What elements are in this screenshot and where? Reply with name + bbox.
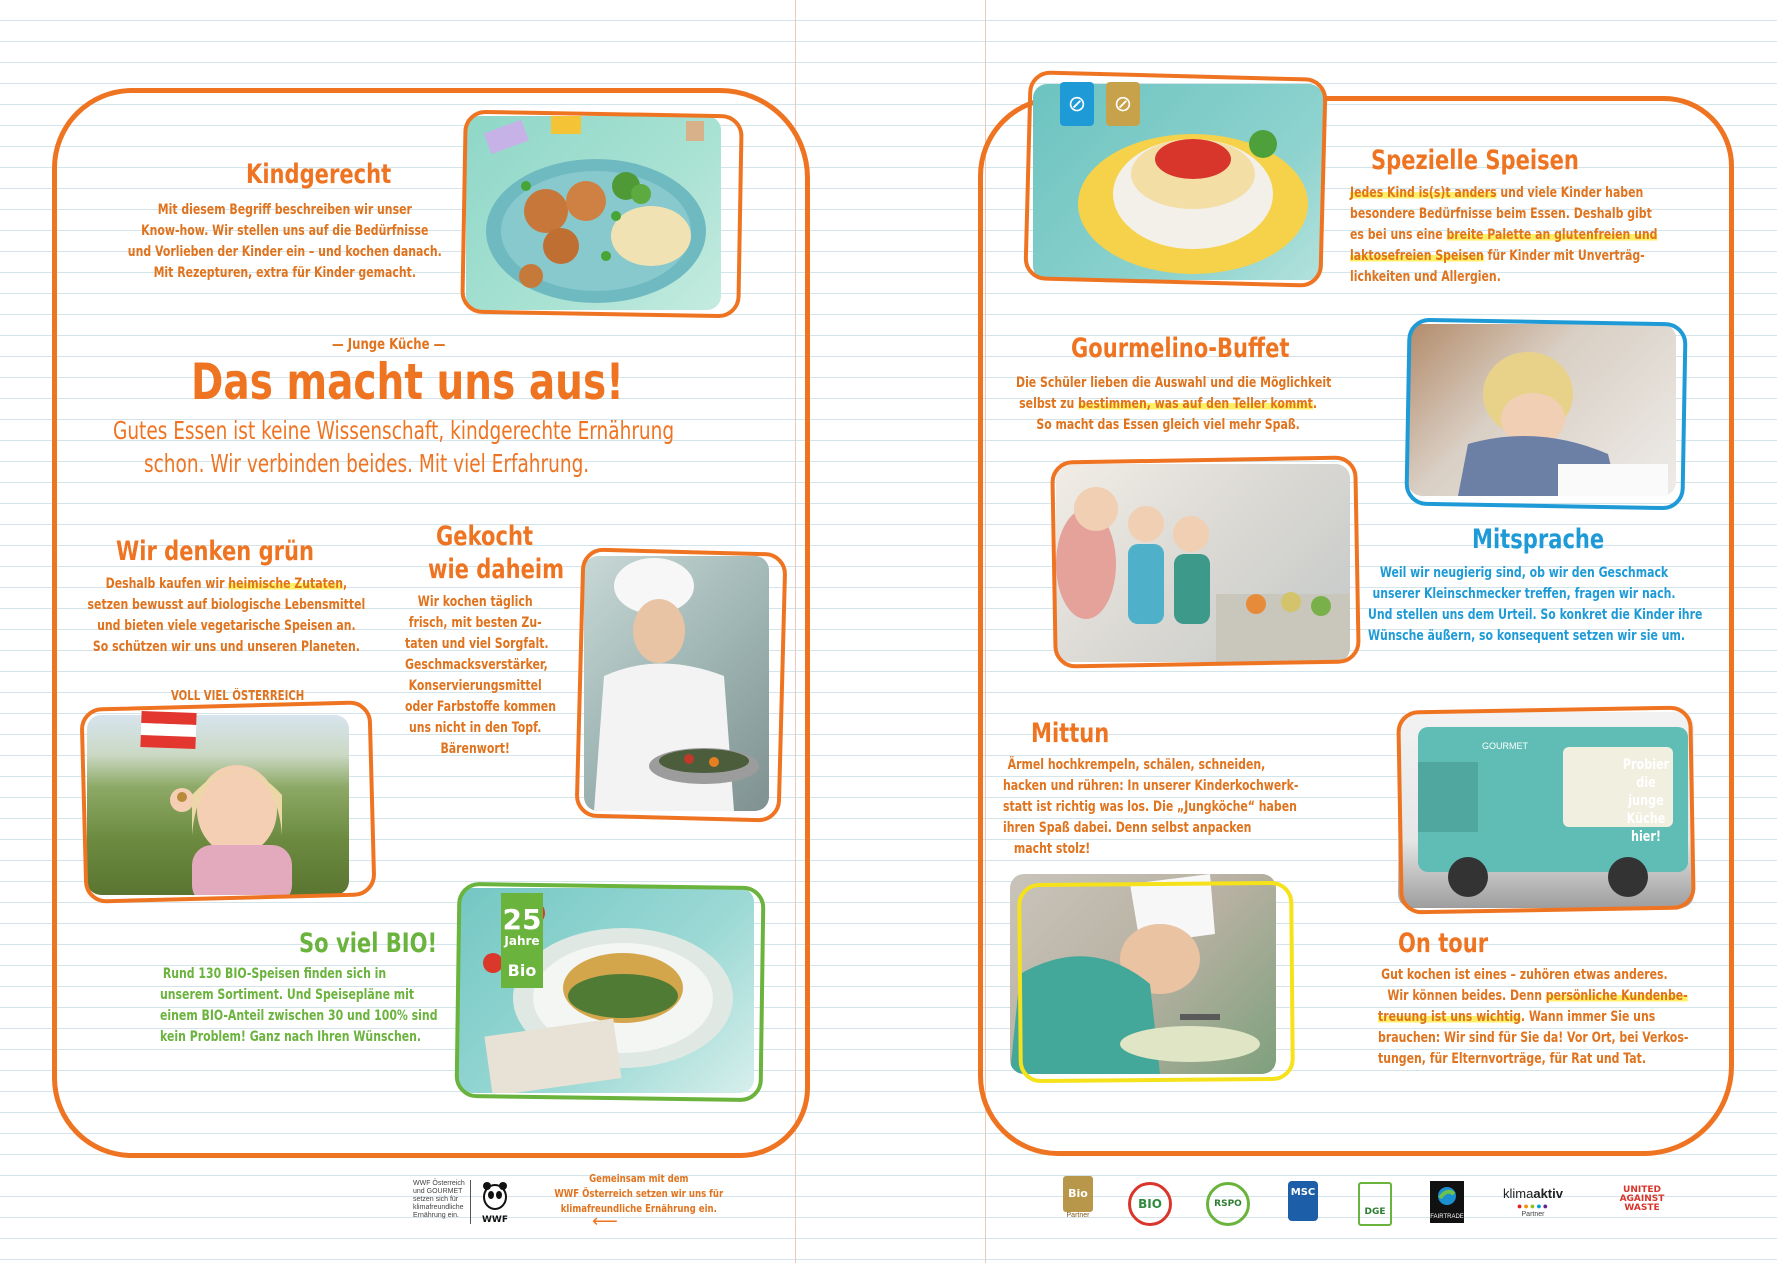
mitsprache-title: Mitsprache (1472, 524, 1605, 555)
msc-logo (1288, 1181, 1318, 1221)
speziell-highlight-3: breite Palette an glutenfreien und (1446, 227, 1658, 243)
msc-text: MSC (1290, 1187, 1316, 1198)
wwf-small-line-1: WWF Österreich (413, 1180, 465, 1187)
gruen-text (86, 574, 367, 658)
gruen-highlight: heimische Zutaten (228, 576, 343, 592)
ontour-line-5: tungen, für Elternvorträge, für Rat und Tat. (1378, 1051, 1647, 1067)
gruen-line-3: und bieten viele vegetarische Speisen an. (97, 618, 356, 634)
gekocht-line-4: Geschmacksverstärker, (405, 657, 548, 673)
arrow-left-icon: ⟵ (592, 1211, 618, 1231)
header-sub-1: Gutes Essen ist keine Wissenschaft, kindgerechte Ernährung (113, 416, 675, 445)
wwf-note-line-3: klimafreundliche Ernährung ein. (560, 1202, 717, 1215)
wwf-logo-text: WWF (481, 1215, 508, 1225)
kindgerecht-title: Kindgerecht (246, 159, 392, 190)
header-kicker: — Junge Küche — (332, 335, 446, 353)
kindgerecht-line-3: und Vorlieben der Kinder ein – und kochen danach. (127, 244, 442, 260)
against-text: AGAINST (1619, 1194, 1665, 1204)
klimaaktiv-text-1: klima (1503, 1186, 1534, 1201)
klimaaktiv-partner: Partner (1521, 1211, 1545, 1218)
oesterreich-label: VOLL VIEL ÖSTERREICH (171, 689, 305, 704)
ontour-text (1378, 965, 1689, 1070)
header-sub-2: schon. Wir verbinden beides. Mit viel Erfahrung. (144, 449, 590, 478)
fairtrade-logo (1430, 1181, 1464, 1223)
wwf-divider (470, 1180, 471, 1224)
rspo-text: RSPO (1214, 1199, 1242, 1209)
badge-word: Jahre (504, 934, 540, 948)
badge-number: 25 (502, 903, 542, 936)
united-text: UNITED (1623, 1185, 1661, 1195)
speziell-line-5: lichkeiten und Allergien. (1350, 269, 1501, 285)
wwf-panda-icon (480, 1180, 510, 1224)
gruen-line-4: So schützen wir uns und unseren Planeten. (92, 639, 360, 655)
bio-title: So viel BIO! (299, 928, 438, 959)
bio-25-years-badge (501, 893, 543, 988)
rspo-logo (1206, 1182, 1250, 1226)
gekocht-line-7: uns nicht in den Topf. (409, 720, 542, 736)
gekocht-title-1: Gekocht (436, 521, 534, 552)
gekocht-line-8: Bärenwort! (440, 741, 510, 757)
bio-partner-caption: Partner (1066, 1212, 1090, 1219)
speziell-line-3a: es bei uns eine (1350, 227, 1447, 243)
buffet-line-2a: selbst zu (1019, 396, 1079, 412)
mittun-line-4: ihren Spaß dabei. Denn selbst anpacken (1003, 820, 1252, 836)
bio-line-3: einem BIO-Anteil zwischen 30 und 100% sind (160, 1008, 438, 1024)
ontour-line-3b: . Wann immer Sie uns (1520, 1009, 1656, 1025)
photo-chef-frame (575, 547, 788, 822)
wwf-note (553, 1171, 725, 1216)
mitsprache-line-2: unserer Kleinschmecker treffen, fragen wir nach. (1372, 586, 1676, 602)
bio-partner-logo (1063, 1176, 1093, 1228)
mitsprache-line-4: Wünsche äußern, so konsequent setzen wir sie um. (1368, 628, 1686, 644)
bio-partner-mark: Bio (1063, 1176, 1093, 1212)
dge-logo (1358, 1182, 1392, 1226)
gekocht-line-5: Konservierungsmittel (408, 678, 542, 694)
mitsprache-line-3: Und stellen uns dem Urteil. So konkret die Kinder ihre (1368, 607, 1703, 623)
speziell-highlight-4: laktosefreien Speisen (1350, 248, 1484, 264)
gluten-free-icon: ⊘ (1106, 82, 1140, 126)
buffet-text (1016, 373, 1332, 436)
kindgerecht-line-4: Mit Rezepturen, extra für Kinder gemacht. (153, 265, 417, 281)
mitsprache-line-1: Weil wir neugierig sind, ob wir den Geschmack (1379, 565, 1669, 581)
mittun-line-5: macht stolz! (1013, 841, 1091, 857)
speziell-line-1b: und viele Kinder haben (1496, 185, 1644, 201)
mittun-line-3: statt ist richtig was los. Die „Jungköche“ haben (1003, 799, 1297, 815)
bio-line-1: Rund 130 BIO-Speisen finden sich in (162, 966, 387, 982)
kindgerecht-line-2: Know-how. Wir stellen uns auf die Bedürfnisse (141, 223, 429, 239)
fairtrade-text: FAIRTRADE (1430, 1214, 1464, 1220)
bio-line-4: kein Problem! Ganz nach Ihren Wünschen. (160, 1029, 422, 1045)
buffet-line-3: So macht das Essen gleich viel mehr Spaß. (1036, 417, 1300, 433)
photo-buffet-kids-frame (1050, 455, 1361, 668)
truck-slogan-line-1: Probier die (1622, 757, 1670, 791)
mittun-title: Mittun (1031, 718, 1110, 749)
ontour-line-2 (1378, 986, 1688, 1007)
gekocht-line-3: taten und viel Sorgfalt. (405, 636, 549, 652)
gruen-line-1 (86, 574, 367, 595)
gekocht-text (405, 592, 556, 760)
gekocht-line-6: oder Farbstoffe kommen (405, 699, 556, 715)
united-against-waste-logo (1606, 1186, 1678, 1213)
photo-boy-cooking-frame (1017, 881, 1295, 1083)
gekocht-title-2: wie daheim (428, 554, 565, 585)
speziell-text (1350, 183, 1678, 288)
photo-boy-drawing-frame (1404, 318, 1687, 511)
mittun-text (1003, 755, 1299, 860)
gruen-line-1a: Deshalb kaufen wir (105, 576, 229, 592)
gekocht-line-1: Wir kochen täglich (417, 594, 533, 610)
photo-girl-field-frame (79, 700, 376, 904)
kindgerecht-line-1: Mit diesem Begriff beschreiben wir unser (157, 202, 412, 218)
truck-slogan-line-3: hier! (1630, 829, 1662, 845)
speziell-line-3 (1350, 225, 1678, 246)
klimaaktiv-dots: ●●●●● (1516, 1201, 1550, 1211)
klimaaktiv-logo (1496, 1186, 1570, 1219)
ontour-line-4: brauchen: Wir sind für Sie da! Vor Ort, bei Verkos- (1378, 1030, 1689, 1046)
speziell-line-2: besondere Bedürfnisse beim Essen. Deshalb gibt (1350, 206, 1652, 222)
truck-brand: GOURMET (1482, 741, 1528, 751)
speziell-title: Spezielle Speisen (1371, 145, 1579, 176)
lactose-free-icon: ⊘ (1060, 82, 1094, 126)
speziell-line-1 (1350, 183, 1678, 204)
bio-line-2: unserem Sortiment. Und Speisepläne mit (160, 987, 415, 1003)
photo-kids-plate-frame (460, 110, 744, 319)
mittun-line-1: Ärmel hochkrempeln, schälen, schneiden, (1007, 757, 1266, 773)
buffet-highlight: bestimmen, was auf den Teller kommt (1078, 396, 1313, 412)
bio-text (160, 964, 438, 1048)
bio-garantie-logo (1128, 1182, 1172, 1226)
wwf-note-line-1: Gemeinsam mit dem (589, 1172, 689, 1185)
mitsprache-text (1368, 563, 1703, 647)
truck-slogan-line-2: junge Küche (1626, 793, 1666, 827)
buffet-line-2: selbst zu bestimmen, was auf den Teller kommt. (1019, 396, 1318, 412)
ontour-highlight-1: persönliche Kundenbe- (1545, 988, 1688, 1004)
gekocht-line-2: frisch, mit besten Zu- (408, 615, 542, 631)
dge-text: DGE (1364, 1207, 1386, 1217)
wwf-note-line-2: WWF Österreich setzen wir uns für (554, 1187, 724, 1200)
speziell-line-4 (1350, 246, 1678, 267)
speziell-highlight-1: Jedes Kind is(s)t anders (1350, 185, 1497, 201)
gruen-line-1b: , (342, 576, 348, 592)
gruen-line-2: setzen bewusst auf biologische Lebensmittel (87, 597, 366, 613)
mittun-line-2: hacken und rühren: In unserer Kinderkochwerk- (1003, 778, 1299, 794)
wwf-small-line-2: und GOURMET (413, 1188, 463, 1195)
waste-text: WASTE (1624, 1203, 1660, 1213)
speziell-line-4b: für Kinder mit Unverträg- (1483, 248, 1645, 264)
photo-food-truck-frame (1396, 705, 1696, 914)
ontour-line-2a: Wir können beides. Denn (1387, 988, 1546, 1004)
gruen-title: Wir denken grün (116, 536, 315, 567)
ontour-line-1: Gut kochen ist eines – zuhören etwas anderes. (1381, 967, 1668, 983)
kindgerecht-text (121, 200, 449, 284)
klimaaktiv-text-2: aktiv (1533, 1186, 1563, 1201)
ontour-highlight-2: treuung ist uns wichtig (1378, 1009, 1521, 1025)
buffet-line-1: Die Schüler lieben die Auswahl und die Möglichkeit (1016, 375, 1332, 391)
bio-garantie-text: BIO (1138, 1197, 1162, 1211)
ontour-line-3 (1378, 1007, 1682, 1028)
header-headline: Das macht uns aus! (191, 353, 624, 411)
buffet-title: Gourmelino-Buffet (1071, 333, 1290, 364)
wwf-small-line-3: setzen sich für (413, 1196, 459, 1203)
wwf-small-line-5: Ernährung ein. (413, 1212, 459, 1219)
ontour-title: On tour (1398, 928, 1489, 959)
badge-bio: Bio (507, 961, 537, 980)
wwf-small-line-4: klimafreundliche (413, 1204, 464, 1211)
wwf-small-text (413, 1180, 473, 1220)
